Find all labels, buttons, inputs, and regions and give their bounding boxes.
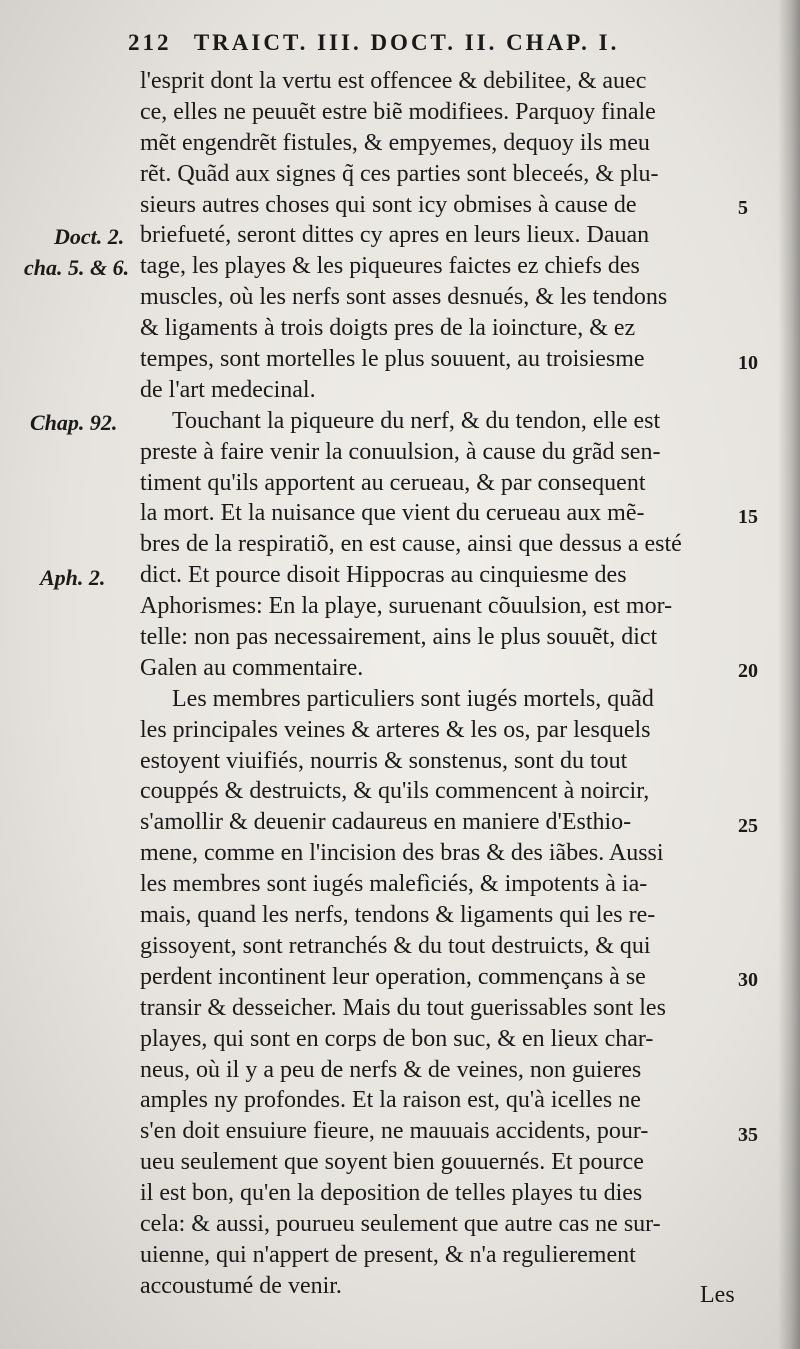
- text-line: sieurs autres choses qui sont icy obmises à cause de: [140, 191, 637, 218]
- text-line: de l'art medecinal.: [140, 376, 316, 403]
- text-line: ce, elles ne peuuẽt estre biẽ modifiees. Parquoy finale: [140, 98, 656, 125]
- text-line: muscles, où les nerfs sont asses desnués, & les tendons: [140, 284, 668, 311]
- text-line: les principales veines & arteres & les os, par lesquels: [140, 716, 651, 743]
- text-line: la mort. Et la nuisance que vient du cerueau aux mẽ-: [140, 500, 645, 527]
- text-line: s'amollir & deuenir cadaureus en maniere d'Esthio-: [140, 809, 632, 836]
- text-line: tage, les playes & les piqueures faictes ez chiefs des: [140, 253, 640, 280]
- line-number: 10: [738, 352, 758, 374]
- text-line: gissoyent, sont retranchés & du tout destruicts, & qui: [140, 932, 651, 959]
- text-line: perdent incontinent leur operation, commençans à se: [140, 963, 646, 990]
- text-line: l'esprit dont la vertu est offencee & debilitee, & auec: [140, 68, 647, 94]
- text-line: mẽt engendrẽt fistules, & empyemes, dequoy ils meu: [140, 129, 650, 156]
- margin-note-aph: Aph. 2.: [40, 565, 106, 590]
- text-line: Galen au commentaire.: [140, 654, 364, 681]
- line-number: 25: [738, 815, 758, 837]
- margin-note-chap: Chap. 92.: [30, 410, 118, 435]
- margin-note-doct: Doct. 2.: [54, 224, 125, 249]
- text-line: briefueté, seront dittes cy apres en leurs lieux. Dauan: [140, 222, 650, 249]
- margin-note-cha: cha. 5. & 6.: [24, 255, 130, 280]
- page-binding-shadow: [778, 0, 800, 1349]
- text-line: neus, où il y a peu de nerfs & de veines, non guieres: [140, 1056, 642, 1083]
- line-number: 35: [738, 1124, 758, 1146]
- paragraph-start-line: Les membres particuliers sont iugés mortels, quãd: [172, 685, 654, 712]
- line-number: 20: [738, 660, 758, 682]
- text-line: il est bon, qu'en la deposition de telles playes tu dies: [140, 1180, 643, 1207]
- text-line: Aphorismes: En la playe, suruenant cõuulsion, est mor-: [140, 593, 673, 620]
- text-line: les membres sont iugés malefìciés, & impotents à ia-: [140, 871, 648, 898]
- text-line: telle: non pas necessairement, ains le plus souuẽt, dict: [140, 624, 658, 651]
- text-line: mais, quand les nerfs, tendons & ligaments qui les re-: [140, 902, 656, 929]
- text-line: cela: & aussi, pourueu seulement que autre cas ne sur-: [140, 1210, 661, 1237]
- text-line: dict. Et pource disoit Hippocras au cinquiesme des: [140, 562, 627, 589]
- text-line: playes, qui sont en corps de bon suc, & en lieux char-: [140, 1025, 654, 1052]
- text-line: tempes, sont mortelles le plus souuent, au troisiesme: [140, 346, 645, 373]
- page-number: 212: [128, 30, 172, 55]
- body-text: [140, 66, 740, 1302]
- text-line: uienne, qui n'appert de present, & n'a regulierement: [140, 1241, 636, 1268]
- paragraph-start-line: Touchant la piqueure du nerf, & du tendon, elle est: [172, 407, 661, 434]
- text-line: bres de la respiratiõ, en est cause, ainsi que dessus a esté: [140, 531, 682, 558]
- text-line: amples ny profondes. Et la raison est, qu'à icelles ne: [140, 1087, 641, 1114]
- text-line: preste à faire venir la conuulsion, à cause du grãd sen-: [140, 438, 661, 465]
- line-number: 15: [738, 506, 758, 528]
- line-number: 5: [738, 197, 748, 219]
- running-header: [128, 30, 688, 56]
- text-line: estoyent viuifiés, nourris & sonstenus, sont du tout: [140, 747, 628, 774]
- text-line: timent qu'ils apportent au cerueau, & par consequent: [140, 469, 646, 496]
- catchword: Les: [700, 1282, 735, 1308]
- line-number: 30: [738, 969, 758, 991]
- text-line: mene, comme en l'incision des bras & des iãbes. Aussi: [140, 840, 664, 867]
- text-line: transir & desseicher. Mais du tout guerissables sont les: [140, 994, 666, 1021]
- text-line: rẽt. Quãd aux signes q̃ ces parties sont bleceés, & plu-: [140, 160, 659, 187]
- text-line: ueu seulement que soyent bien gouuernés. Et pource: [140, 1149, 644, 1176]
- running-title: TRAICT. III. DOCT. II. CHAP. I.: [193, 30, 620, 55]
- text-line: couppés & destruicts, & qu'ils commencent à noircir,: [140, 778, 650, 805]
- text-line: accoustumé de venir.: [140, 1272, 342, 1299]
- text-line: s'en doit ensuiure fieure, ne mauuais accidents, pour-: [140, 1118, 649, 1145]
- text-line: & ligaments à trois doigts pres de la ioincture, & ez: [140, 315, 636, 342]
